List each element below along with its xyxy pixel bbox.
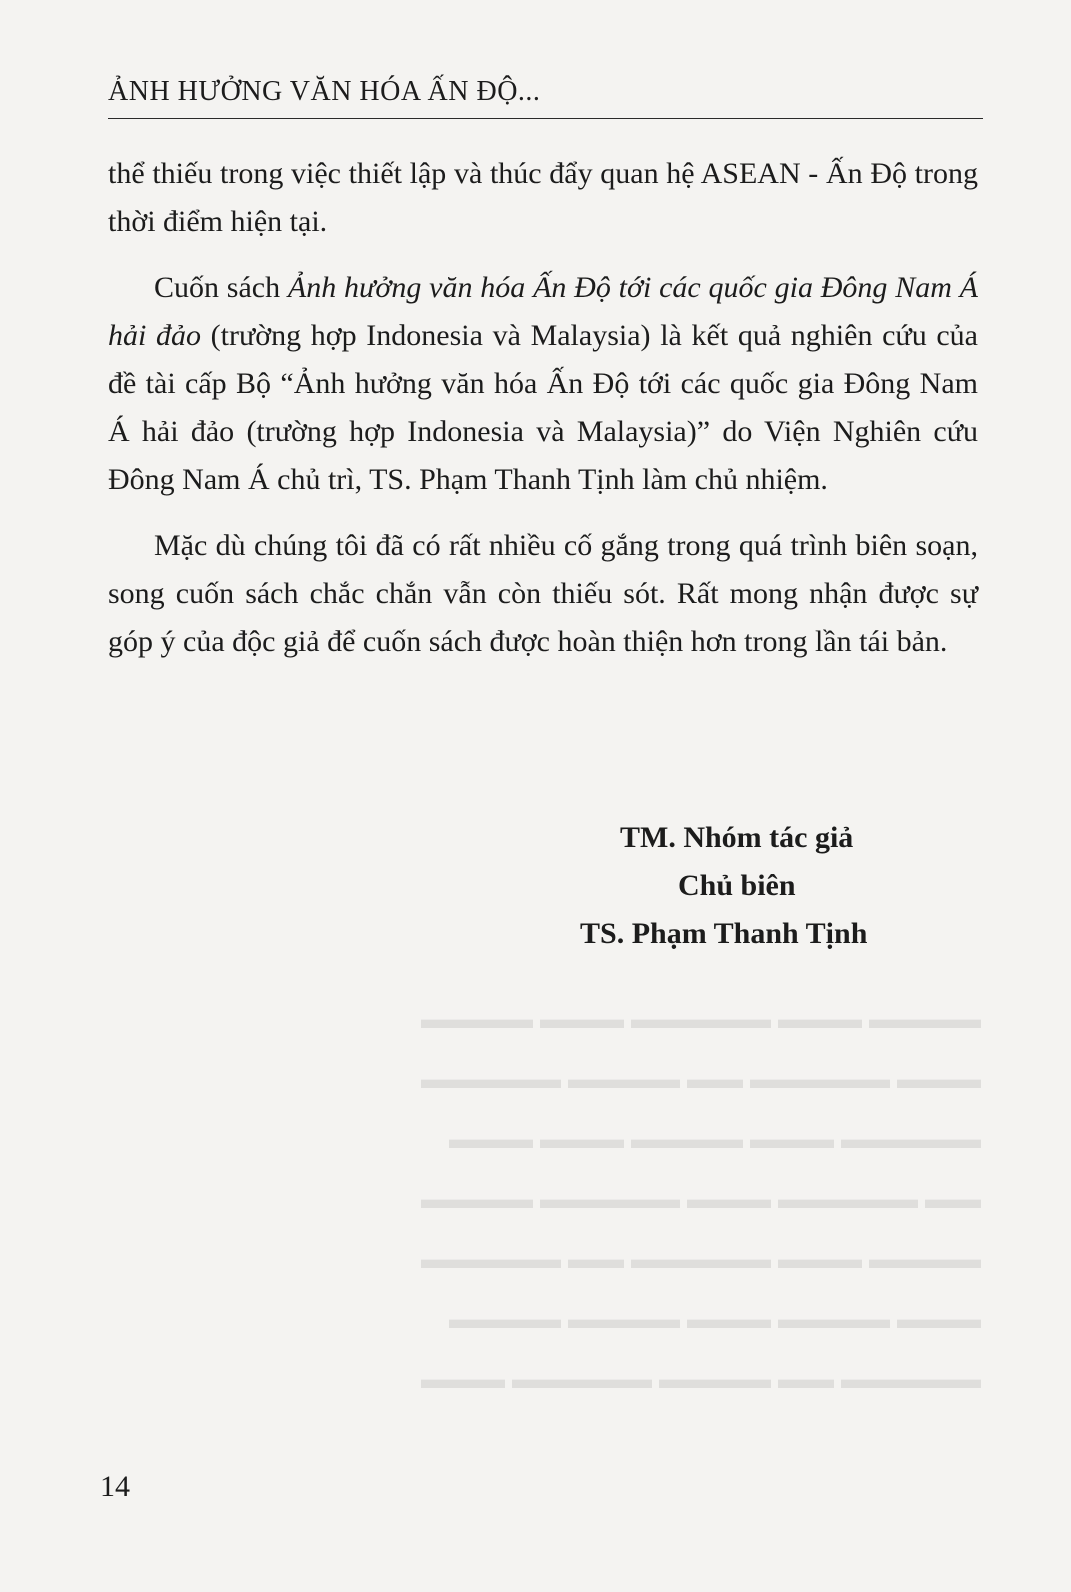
book-title: Ảnh hưởng văn hóa Ấn Độ tới các quốc gia Đông Nam Á hải đảo	[108, 271, 978, 352]
paragraph-text: Mặc dù chúng tôi đã có rất nhiều cố gắng trong quá trình biên soạn, song cuốn sách chắc chắn vẫn còn thiếu sót. Rất mong nhận được sự góp ý của độc giả để cuốn sách được hoàn thiện hơn trong lần tái bản.	[108, 529, 978, 658]
running-header: ẢNH HƯỞNG VĂN HÓA ẤN ĐỘ...	[108, 76, 541, 107]
paragraph-rest: (trường hợp Indonesia và Malaysia) là kết quả nghiên cứu của đề tài cấp Bộ “Ảnh hưởng văn hóa Ấn Độ tới các quốc gia Đông Nam Á hải đảo (trường hợp Indonesia và Malaysia)” do Viện Nghiên cứu Đông Nam Á chủ trì, TS. Phạm Thanh Tịnh làm chủ nhiệm.	[108, 319, 978, 496]
paragraph-continuation: thể thiếu trong việc thiết lập và thúc đẩy quan hệ ASEAN - Ấn Độ trong thời điểm hiện tại.	[108, 157, 978, 238]
paragraph-lead: Cuốn sách	[154, 271, 288, 304]
body-text	[108, 150, 978, 666]
page-number: 14	[100, 1470, 130, 1503]
paragraph-acknowledgement	[108, 522, 978, 666]
signature-group: TM. Nhóm tác giả	[620, 821, 854, 854]
show-through-texture: ▬▬▬▬ ▬▬▬ ▬▬▬▬▬ ▬▬▬ ▬▬▬▬ ▬▬▬ ▬▬▬▬▬ ▬▬ ▬▬▬▬ ▬▬▬▬▬ ▬▬▬▬▬ ▬▬▬ ▬▬▬▬ ▬▬▬ ▬▬▬ ▬▬ ▬▬▬▬▬ ▬▬▬ ▬▬▬▬▬ ▬▬▬▬ ▬▬▬▬ ▬▬▬ ▬▬▬▬▬ ▬▬ ▬▬▬▬▬ ▬▬▬ ▬▬▬▬ ▬▬▬ ▬▬▬▬ ▬▬▬▬ ▬▬▬▬▬ ▬▬ ▬▬▬▬ ▬▬▬▬▬ ▬▬▬	[421, 1004, 981, 1395]
paragraph-book-description	[108, 264, 978, 504]
signature-name: TS. Phạm Thanh Tịnh	[580, 917, 868, 950]
header-divider	[108, 118, 983, 119]
signature-role: Chủ biên	[678, 869, 796, 902]
